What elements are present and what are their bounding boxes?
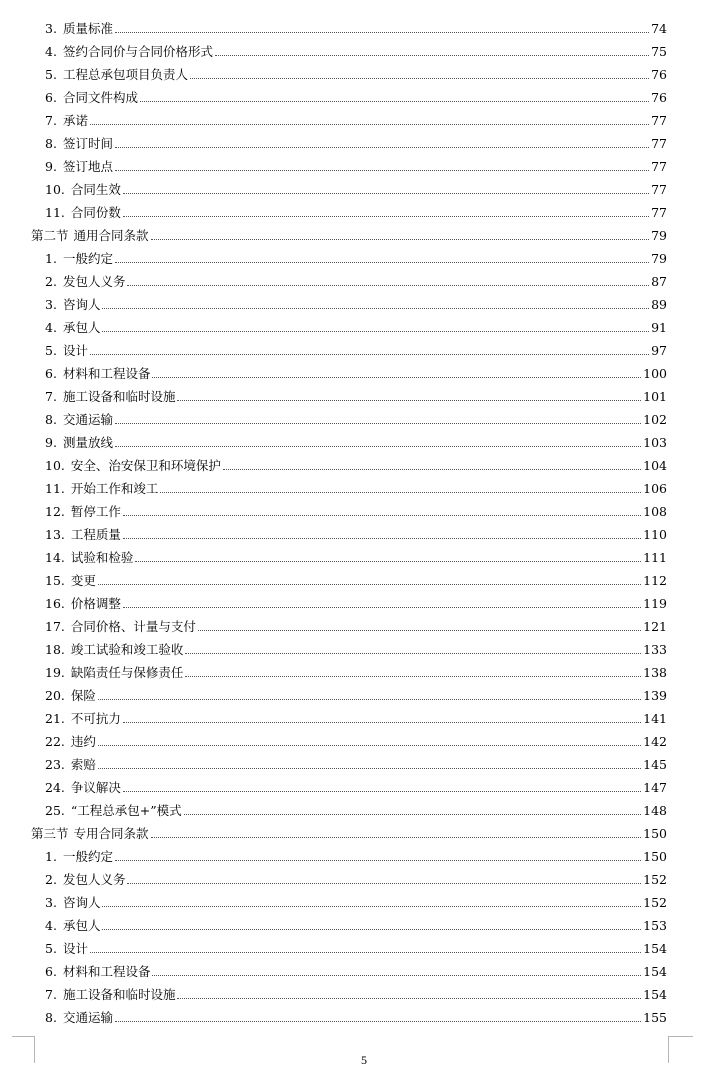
toc-entry-page: 77 xyxy=(651,159,667,174)
toc-entry-number: 8. xyxy=(45,136,57,151)
toc-entry-title: 开始工作和竣工 xyxy=(70,481,159,496)
toc-entry-number: 9. xyxy=(45,159,57,174)
toc-entry-page: 100 xyxy=(643,366,667,381)
toc-entry-title: 承包人 xyxy=(62,918,101,933)
dot-leader xyxy=(135,561,641,562)
toc-entry[interactable] xyxy=(0,404,728,427)
toc-entry-page: 77 xyxy=(651,136,667,151)
toc-entry-page: 145 xyxy=(643,757,667,772)
toc-entry[interactable] xyxy=(0,565,728,588)
toc-entry-title: 工程质量 xyxy=(70,527,121,542)
toc-entry-number: 21. xyxy=(45,711,65,726)
toc-entry-title: 咨询人 xyxy=(62,895,101,910)
toc-entry[interactable] xyxy=(0,151,728,174)
toc-entry[interactable] xyxy=(0,266,728,289)
dot-leader xyxy=(185,676,641,677)
toc-entry-title: 试验和检验 xyxy=(70,550,134,565)
toc-entry[interactable] xyxy=(0,496,728,519)
toc-entry-number: 13. xyxy=(45,527,65,542)
toc-entry-title: 合同价格、计量与支付 xyxy=(70,619,196,634)
toc-section-heading[interactable] xyxy=(0,818,728,841)
toc-entry-number: 2. xyxy=(45,274,57,289)
toc-entry-number: 8. xyxy=(45,412,57,427)
dot-leader xyxy=(115,170,649,171)
toc-entry-number: 22. xyxy=(45,734,65,749)
toc-entry-page: 112 xyxy=(643,573,667,588)
toc-entry-number: 11. xyxy=(45,205,65,220)
toc-entry-page: 97 xyxy=(651,343,667,358)
dot-leader xyxy=(102,929,641,930)
toc-entry[interactable] xyxy=(0,358,728,381)
toc-entry[interactable] xyxy=(0,519,728,542)
toc-entry-title: 专用合同条款 xyxy=(73,826,149,841)
toc-entry[interactable] xyxy=(0,956,728,979)
dot-leader xyxy=(123,607,641,608)
toc-entry-number: 5. xyxy=(45,343,57,358)
toc-entry-page: 111 xyxy=(643,550,667,565)
toc-entry-number: 9. xyxy=(45,435,57,450)
toc-entry-title: 争议解决 xyxy=(70,780,121,795)
toc-entry-number: 19. xyxy=(45,665,65,680)
toc-entry-number: 3. xyxy=(45,895,57,910)
toc-entry[interactable] xyxy=(0,979,728,1002)
toc-entry-title: 交通运输 xyxy=(62,1010,113,1025)
toc-entry-title: 违约 xyxy=(70,734,96,749)
toc-entry-number: 14. xyxy=(45,550,65,565)
toc-entry-page: 104 xyxy=(643,458,667,473)
toc-entry[interactable] xyxy=(0,381,728,404)
dot-leader xyxy=(123,538,641,539)
toc-entry-title: 施工设备和临时设施 xyxy=(62,389,176,404)
toc-entry-page: 154 xyxy=(643,941,667,956)
dot-leader xyxy=(115,32,649,33)
toc-entry-title: “工程总承包+”模式 xyxy=(70,803,182,818)
dot-leader xyxy=(90,952,641,953)
toc-entry-number: 18. xyxy=(45,642,65,657)
dot-leader xyxy=(223,469,641,470)
toc-entry-page: 152 xyxy=(643,872,667,887)
dot-leader xyxy=(185,653,641,654)
toc-entry-title: 交通运输 xyxy=(62,412,113,427)
toc-entry[interactable] xyxy=(0,749,728,772)
toc-entry-page: 110 xyxy=(643,527,667,542)
dot-leader xyxy=(90,124,649,125)
dot-leader xyxy=(123,216,649,217)
dot-leader xyxy=(127,285,649,286)
dot-leader xyxy=(115,446,641,447)
toc-entry-page: 141 xyxy=(643,711,667,726)
toc-entry-page: 75 xyxy=(651,44,667,59)
toc-entry-title: 设计 xyxy=(62,941,88,956)
toc-entry[interactable] xyxy=(0,933,728,956)
dot-leader xyxy=(160,492,641,493)
toc-entry-number: 12. xyxy=(45,504,65,519)
dot-leader xyxy=(115,1021,641,1022)
dot-leader xyxy=(115,262,649,263)
toc-entry-page: 79 xyxy=(651,251,667,266)
toc-entry[interactable] xyxy=(0,197,728,220)
toc-entry-title: 索赔 xyxy=(70,757,96,772)
toc-entry-number: 4. xyxy=(45,918,57,933)
dot-leader xyxy=(198,630,641,631)
toc-entry-number: 7. xyxy=(45,987,57,1002)
toc-entry-title: 安全、治安保卫和环境保护 xyxy=(70,458,221,473)
toc-entry-title: 暂停工作 xyxy=(70,504,121,519)
dot-leader xyxy=(102,308,649,309)
dot-leader xyxy=(215,55,649,56)
toc-entry[interactable] xyxy=(0,887,728,910)
page-number: 5 xyxy=(361,1053,367,1067)
dot-leader xyxy=(115,860,641,861)
toc-entry-title: 保险 xyxy=(70,688,96,703)
toc-entry[interactable] xyxy=(0,312,728,335)
dot-leader xyxy=(98,584,641,585)
toc-entry-number: 16. xyxy=(45,596,65,611)
toc-entry-number: 10. xyxy=(45,458,65,473)
toc-entry-page: 133 xyxy=(643,642,667,657)
toc-entry[interactable] xyxy=(0,289,728,312)
toc-entry[interactable] xyxy=(0,588,728,611)
dot-leader xyxy=(98,768,641,769)
dot-leader xyxy=(123,791,641,792)
toc-entry-number: 24. xyxy=(45,780,65,795)
toc-entry-title: 发包人义务 xyxy=(62,274,126,289)
dot-leader xyxy=(123,193,649,194)
toc-entry-title: 签约合同价与合同价格形式 xyxy=(62,44,213,59)
toc-entry-number: 3. xyxy=(45,21,57,36)
toc-entry[interactable] xyxy=(0,772,728,795)
dot-leader xyxy=(152,975,641,976)
toc-entry-page: 79 xyxy=(651,228,667,243)
toc-entry[interactable] xyxy=(0,634,728,657)
toc-entry-number: 6. xyxy=(45,90,57,105)
toc-entry-title: 设计 xyxy=(62,343,88,358)
toc-entry-number: 1. xyxy=(45,849,57,864)
crop-mark-bottom-left xyxy=(12,1036,35,1063)
toc-entry[interactable] xyxy=(0,427,728,450)
dot-leader xyxy=(190,78,649,79)
toc-entry-number: 1. xyxy=(45,251,57,266)
toc-entry[interactable] xyxy=(0,795,728,818)
toc-entry[interactable] xyxy=(0,243,728,266)
toc-entry[interactable] xyxy=(0,864,728,887)
toc-entry-title: 缺陷责任与保修责任 xyxy=(70,665,184,680)
toc-entry-title: 通用合同条款 xyxy=(73,228,149,243)
toc-entry[interactable] xyxy=(0,335,728,358)
toc-entry-number: 2. xyxy=(45,872,57,887)
toc-entry-page: 108 xyxy=(643,504,667,519)
dot-leader xyxy=(98,699,641,700)
toc-entry-title: 签订地点 xyxy=(62,159,113,174)
toc-entry-page: 139 xyxy=(643,688,667,703)
toc-entry-number: 20. xyxy=(45,688,65,703)
toc-entry-page: 153 xyxy=(643,918,667,933)
toc-entry-title: 施工设备和临时设施 xyxy=(62,987,176,1002)
toc-entry-title: 咨询人 xyxy=(62,297,101,312)
toc-entry-title: 测量放线 xyxy=(62,435,113,450)
toc-entry-number: 15. xyxy=(45,573,65,588)
toc-entry-number: 11. xyxy=(45,481,65,496)
toc-entry-title: 发包人义务 xyxy=(62,872,126,887)
toc-entry-page: 89 xyxy=(651,297,667,312)
toc-entry-page: 106 xyxy=(643,481,667,496)
toc-entry-number: 25. xyxy=(45,803,65,818)
toc-section-heading[interactable] xyxy=(0,220,728,243)
toc-entry-title: 承诺 xyxy=(62,113,88,128)
table-of-contents xyxy=(0,13,728,1025)
toc-entry-number: 4. xyxy=(45,320,57,335)
dot-leader xyxy=(123,722,641,723)
toc-entry-title: 一般约定 xyxy=(62,849,113,864)
toc-entry-title: 材料和工程设备 xyxy=(62,964,151,979)
dot-leader xyxy=(127,883,641,884)
toc-entry-title: 价格调整 xyxy=(70,596,121,611)
toc-entry-title: 不可抗力 xyxy=(70,711,121,726)
toc-entry-title: 一般约定 xyxy=(62,251,113,266)
dot-leader xyxy=(177,998,641,999)
toc-entry[interactable] xyxy=(0,450,728,473)
toc-entry-page: 150 xyxy=(643,849,667,864)
toc-entry[interactable] xyxy=(0,841,728,864)
toc-entry-number: 17. xyxy=(45,619,65,634)
dot-leader xyxy=(184,814,641,815)
toc-entry-title: 竣工试验和竣工验收 xyxy=(70,642,184,657)
toc-entry-title: 变更 xyxy=(70,573,96,588)
toc-entry-title: 承包人 xyxy=(62,320,101,335)
toc-entry-title: 材料和工程设备 xyxy=(62,366,151,381)
toc-entry-page: 147 xyxy=(643,780,667,795)
toc-entry-number: 7. xyxy=(45,113,57,128)
toc-entry-title: 工程总承包项目负责人 xyxy=(62,67,188,82)
toc-entry-page: 103 xyxy=(643,435,667,450)
toc-entry-page: 154 xyxy=(643,987,667,1002)
toc-entry[interactable] xyxy=(0,128,728,151)
toc-entry[interactable] xyxy=(0,82,728,105)
toc-entry-page: 150 xyxy=(643,826,667,841)
dot-leader xyxy=(151,837,642,838)
toc-entry[interactable] xyxy=(0,1002,728,1025)
toc-entry-page: 119 xyxy=(643,596,667,611)
toc-entry-number: 8. xyxy=(45,1010,57,1025)
toc-entry-title: 质量标准 xyxy=(62,21,113,36)
toc-entry-page: 155 xyxy=(643,1010,667,1025)
toc-entry-number: 第二节 xyxy=(31,228,69,243)
toc-entry-number: 7. xyxy=(45,389,57,404)
toc-entry-page: 154 xyxy=(643,964,667,979)
toc-entry[interactable] xyxy=(0,542,728,565)
toc-entry-number: 3. xyxy=(45,297,57,312)
toc-entry[interactable] xyxy=(0,174,728,197)
toc-entry[interactable] xyxy=(0,105,728,128)
toc-entry[interactable] xyxy=(0,611,728,634)
toc-entry[interactable] xyxy=(0,36,728,59)
toc-entry-title: 合同生效 xyxy=(70,182,121,197)
toc-entry-page: 142 xyxy=(643,734,667,749)
toc-entry-page: 91 xyxy=(651,320,667,335)
dot-leader xyxy=(102,331,649,332)
dot-leader xyxy=(140,101,649,102)
toc-entry[interactable] xyxy=(0,680,728,703)
toc-entry-number: 4. xyxy=(45,44,57,59)
dot-leader xyxy=(177,400,641,401)
dot-leader xyxy=(115,423,641,424)
toc-entry-number: 10. xyxy=(45,182,65,197)
dot-leader xyxy=(152,377,641,378)
dot-leader xyxy=(90,354,649,355)
crop-mark-bottom-right xyxy=(668,1036,693,1063)
toc-entry-number: 5. xyxy=(45,941,57,956)
toc-entry-title: 合同份数 xyxy=(70,205,121,220)
toc-entry-page: 138 xyxy=(643,665,667,680)
toc-entry-number: 第三节 xyxy=(31,826,69,841)
dot-leader xyxy=(151,239,650,240)
dot-leader xyxy=(115,147,649,148)
toc-entry-number: 6. xyxy=(45,366,57,381)
toc-entry-page: 101 xyxy=(643,389,667,404)
toc-entry-page: 76 xyxy=(651,90,667,105)
toc-entry-number: 5. xyxy=(45,67,57,82)
toc-entry-title: 合同文件构成 xyxy=(62,90,138,105)
toc-entry[interactable] xyxy=(0,59,728,82)
toc-entry-page: 121 xyxy=(643,619,667,634)
toc-entry-page: 76 xyxy=(651,67,667,82)
toc-entry-title: 签订时间 xyxy=(62,136,113,151)
toc-entry-page: 152 xyxy=(643,895,667,910)
toc-entry-page: 87 xyxy=(651,274,667,289)
dot-leader xyxy=(123,515,641,516)
toc-entry-number: 23. xyxy=(45,757,65,772)
dot-leader xyxy=(102,906,641,907)
toc-entry[interactable] xyxy=(0,726,728,749)
toc-entry[interactable] xyxy=(0,703,728,726)
toc-entry-page: 77 xyxy=(651,113,667,128)
toc-entry[interactable] xyxy=(0,473,728,496)
toc-entry[interactable] xyxy=(0,13,728,36)
toc-entry-page: 148 xyxy=(643,803,667,818)
toc-entry-page: 102 xyxy=(643,412,667,427)
toc-entry-page: 77 xyxy=(651,182,667,197)
dot-leader xyxy=(98,745,641,746)
toc-entry-page: 74 xyxy=(651,21,667,36)
toc-entry[interactable] xyxy=(0,910,728,933)
toc-entry-page: 77 xyxy=(651,205,667,220)
toc-entry-number: 6. xyxy=(45,964,57,979)
toc-entry[interactable] xyxy=(0,657,728,680)
